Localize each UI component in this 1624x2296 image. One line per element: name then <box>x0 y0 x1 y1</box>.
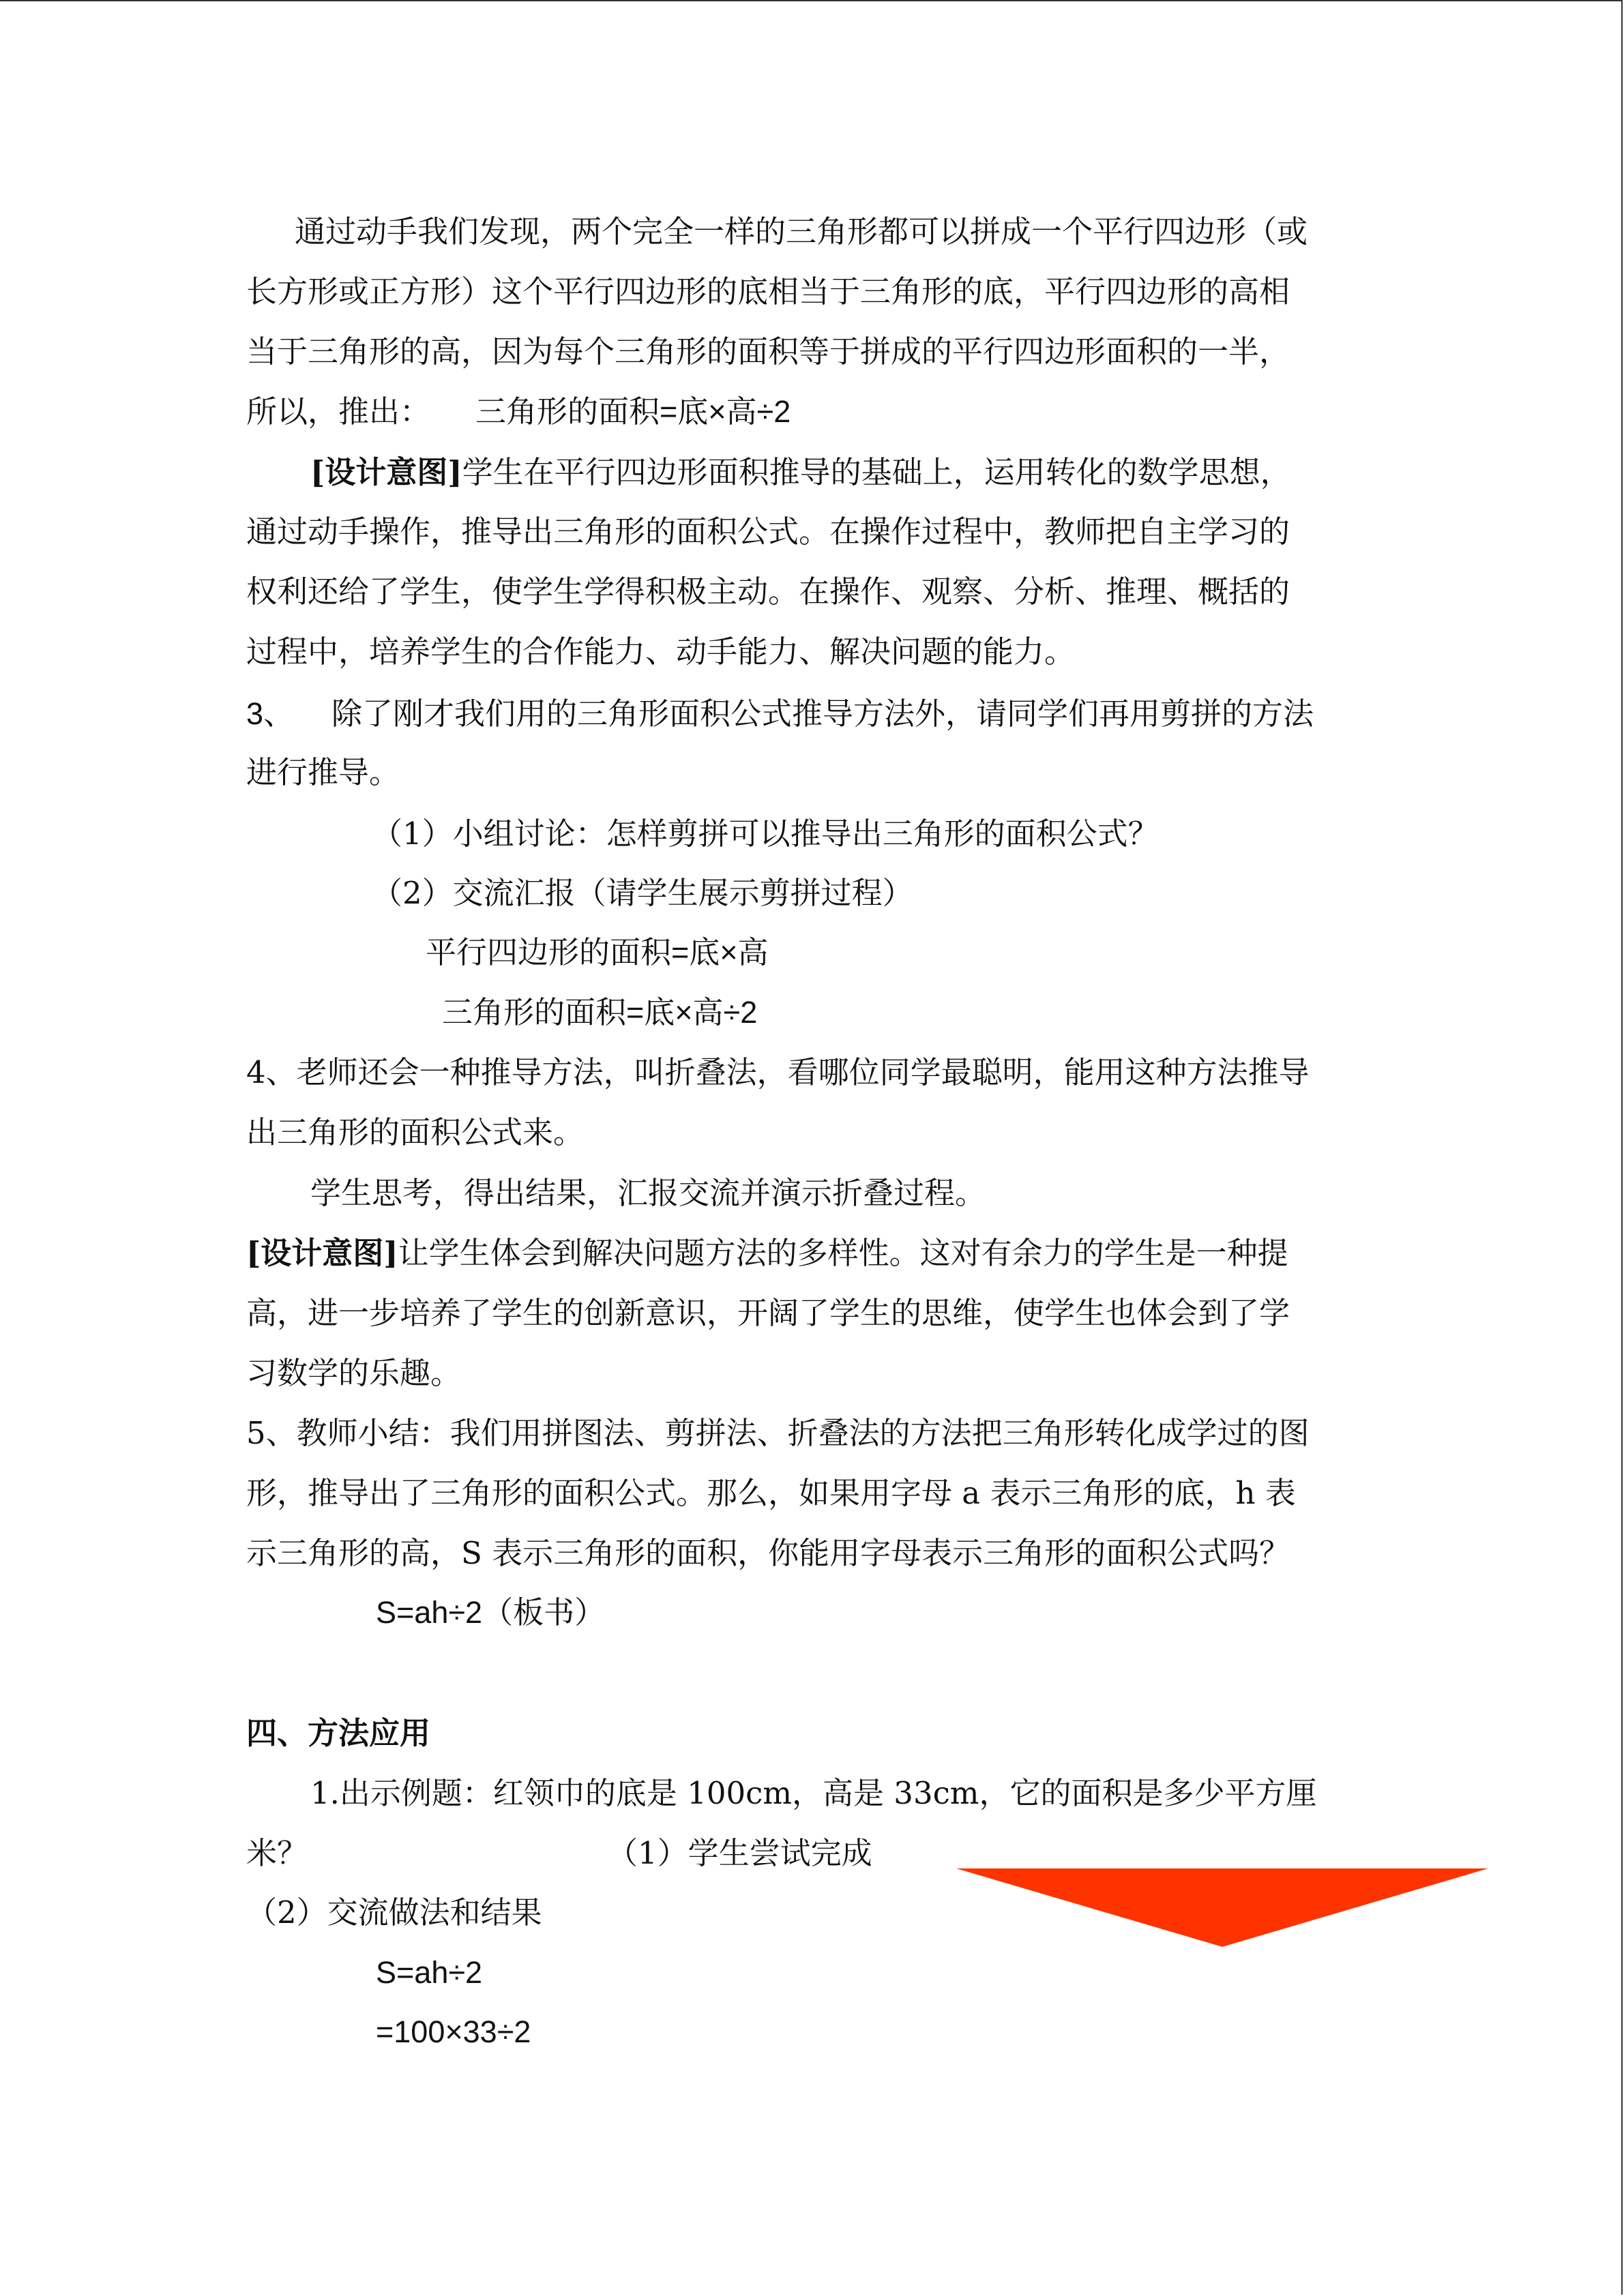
example-formula-2: =100×33÷2 <box>376 2014 531 2049</box>
design-intent-tag: [设计意图] <box>310 454 462 490</box>
design-intent-2-text: 让学生体会到解决问题方法的多样性。这对有余力的学生是一种提 <box>398 1235 1288 1271</box>
item-5-line-2: 形，推导出了三角形的面积公式。那么，如果用字母 a 表示三角形的底，h 表 <box>246 1475 1296 1511</box>
design-intent-1-line-1 <box>310 452 1291 493</box>
example-step-2: （2）交流做法和结果 <box>246 1894 542 1930</box>
example-line-1: 1.出示例题：红领巾的底是 100cm，高是 33cm，它的面积是多少平方厘 <box>310 1775 1317 1811</box>
design-intent-tag: [设计意图] <box>246 1235 398 1271</box>
design-intent-2-line-2: 高，进一步培养了学生的创新意识，开阔了学生的思维，使学生也体会到了学 <box>246 1295 1290 1331</box>
item-3-sub-2: （2）交流汇报（请学生展示剪拼过程） <box>372 875 913 911</box>
example-line-2a: 米？ <box>246 1835 308 1871</box>
design-intent-1-line-3: 权利还给了学生，使学生学得积极主动。在操作、观察、分析、推理、概括的 <box>246 573 1290 610</box>
item-3-number: 3、 <box>246 696 295 731</box>
item-3-sub-1: （1）小组讨论：怎样剪拼可以推导出三角形的面积公式？ <box>372 816 1159 852</box>
design-intent-1-line-4: 过程中，培养学生的合作能力、动手能力、解决问题的能力。 <box>246 633 1076 670</box>
paragraph-1-line-2: 长方形或正方形）这个平行四边形的底相当于三角形的底，平行四边形的高相 <box>246 273 1290 310</box>
paragraph-1-line-1: 通过动手我们发现，两个完全一样的三角形都可以拼成一个平行四边形（或 <box>295 213 1308 250</box>
design-intent-2-line-1 <box>246 1233 1288 1274</box>
triangle-area-formula: 三角形的面积=底×高÷2 <box>475 394 791 429</box>
item-4-line-1: 4、老师还会一种推导方法，叫折叠法，看哪位同学最聪明，能用这种方法推导 <box>246 1054 1310 1090</box>
red-down-triangle-icon <box>956 1868 1488 1947</box>
design-intent-2-line-3: 习数学的乐趣。 <box>246 1355 462 1391</box>
example-step-1: （1）学生尝试完成 <box>607 1835 872 1871</box>
triangle-area-formula-2: 三角形的面积=底×高÷2 <box>442 995 758 1030</box>
paragraph-1-line-3: 当于三角形的高，因为每个三角形的面积等于拼成的平行四边形面积的一半， <box>246 333 1290 370</box>
item-5-line-3: 示三角形的高，S 表示三角形的面积，你能用字母表示三角形的面积公式吗？ <box>246 1535 1290 1571</box>
paragraph-1-line-4a: 所以，推出： <box>246 393 431 430</box>
design-intent-1-line-2: 通过动手操作，推导出三角形的面积公式。在操作过程中，教师把自主学习的 <box>246 513 1290 550</box>
item-3-line-1: 除了刚才我们用的三角形面积公式推导方法外，请同学们再用剪拼的方法 <box>331 696 1314 732</box>
example-formula-1: S=ah÷2 <box>376 1955 483 1990</box>
item-4-line-3: 学生思考，得出结果，汇报交流并演示折叠过程。 <box>310 1175 986 1211</box>
parallelogram-area-formula: 平行四边形的面积=底×高 <box>426 935 769 970</box>
item-5-line-1: 5、教师小结：我们用拼图法、剪拼法、折叠法的方法把三角形转化成学过的图 <box>246 1415 1310 1451</box>
item-4-line-2: 出三角形的面积公式来。 <box>246 1114 585 1150</box>
section-heading: 四、方法应用 <box>246 1715 431 1751</box>
item-3-line-2: 进行推导。 <box>246 754 400 790</box>
letter-formula: S=ah÷2（板书） <box>376 1595 606 1630</box>
design-intent-1-text: 学生在平行四边形面积推导的基础上，运用转化的数学思想， <box>462 454 1291 490</box>
